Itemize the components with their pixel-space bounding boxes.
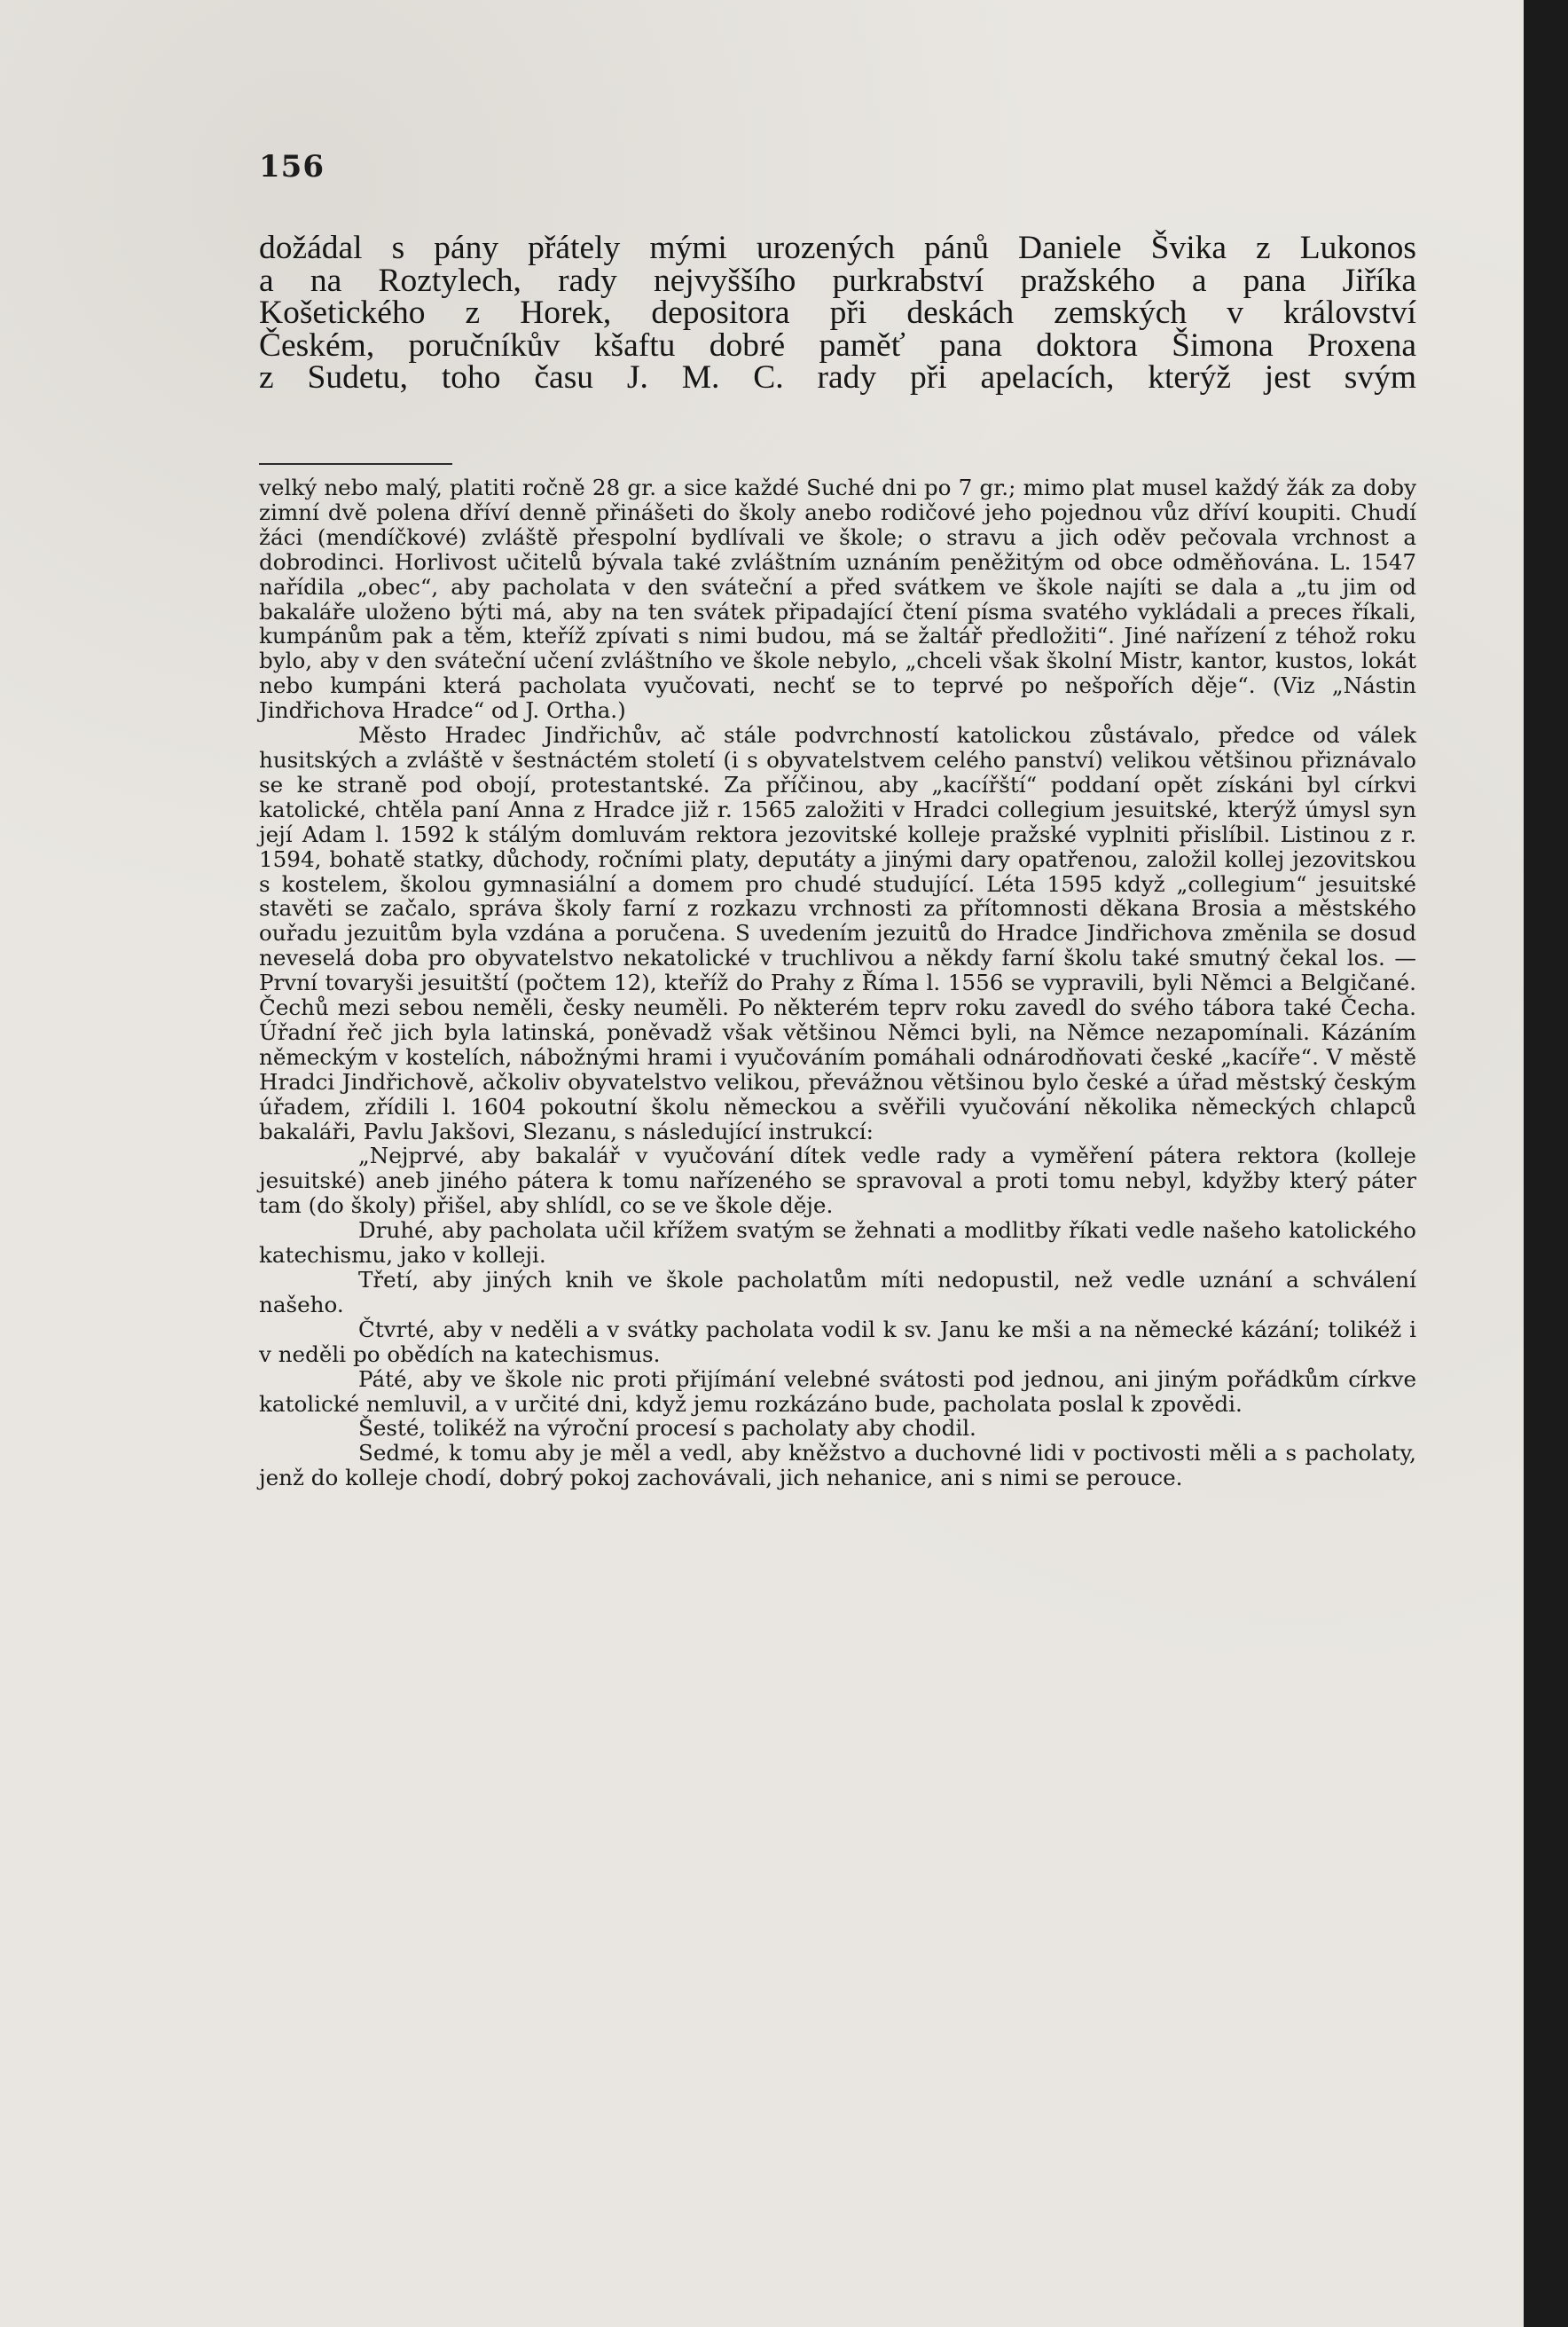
footnote-divider — [259, 463, 452, 465]
instruction-paragraph: Čtvrté, aby v neděli a v svátky pacholata vodil k sv. Janu ke mši a na německé kázání; tolikéž i v neděli po obědích na katechismus. — [259, 1316, 1416, 1367]
main-text-line: z Sudetu, toho času J. M. C. rady při apelacích, kterýž jest svým — [259, 359, 1416, 397]
page-number: 156 — [259, 149, 325, 185]
main-text-line: Košetického z Horek, depositora při deskách zemských v království — [259, 295, 1416, 332]
instruction-paragraph: „Nejprvé, aby bakalář v vyučování dítek vedle rady a vyměření pátera rektora (kolleje jesuitské) aneb jiného pátera k tomu nařízeného se spravoval a proti tomu nebyl, kdyžby který páter tam (do školy) přišel, aby shlídl, co se ve škole děje. — [259, 1143, 1416, 1219]
footnote-paragraph: velký nebo malý, platiti ročně 28 gr. a sice každé Suché dni po 7 gr.; mimo plat musel každý žák za doby zimní dvě polena dříví denně přinášeti do školy anebo rodičové jeho pojednou vůz dříví koupiti. Chudí žáci (mendíčkové) zvláště přespolní bydlívali ve škole; o stravu a jich oděv pečovala vrchnost a dobrodinci. Horlivost učitelů bývala také zvláštním uznáním peněžitým od obce odměňována. L. 1547 nařídila „obec“, aby pacholata v den sváteční a před svátkem ve škole najíti se dala a „tu jim od bakaláře uloženo býti má, aby na ten svátek připadající čtení písma svatého vykládali a preces říkali, kumpánům pak a těm, kteříž zpívati s nimi budou, má se žaltář předložiti“. Jiné nařízení z téhož roku bylo, aby v den sváteční učení zvláštního ve škole nebylo, „chceli však školní Mistr, kantor, kustos, lokát nebo kumpáni která pacholata vyučovati, nechť se to teprvé po nešpořích děje“. (Viz „Nástin Jindřichova Hradce“ od J. Ortha.) — [259, 475, 1416, 724]
instruction-paragraph: Sedmé, k tomu aby je měl a vedl, aby kněžstvo a duchovné lidi v poctivosti měli a s pacholaty, jenž do kolleje chodí, dobrý pokoj zachovávali, jich nehanice, ani s nimi se perouce. — [259, 1440, 1416, 1491]
footnote-paragraph: Město Hradec Jindřichův, ač stále podvrchností katolickou zůstávalo, předce od válek husitských a zvláště v šestnáctém století (i s obyvatelstvem celého panství) velikou většinou přiznávalo se ke straně pod obojí, protestantské. Za příčinou, aby „kacířští“ poddaní opět získáni byl církvi katolické, chtěla paní Anna z Hradce již r. 1565 založiti v Hradci collegium jesuitské, kterýž úmysl syn její Adam l. 1592 k stálým domluvám rektora jezovitské kolleje pražské vyplniti přislíbil. Listinou z r. 1594, bohatě statky, důchody, ročními platy, deputáty a jinými dary opatřenou, založil kollej jezovitskou s kostelem, školou gymnasiální a domem pro chudé studující. Léta 1595 když „collegium“ jesuitské stavěti se začalo, správa školy farní z rozkazu vrchnosti za přítomnosti děkana Brosia a městského ouřadu jezuitům byla vzdána a poručena. S uvedením jezuitů do Hradce Jindřichova změnila se dosud neveselá doba pro obyvatelstvo nekatolické v truchlivou a někdy farní školu také smutný čekal los. — První tovaryši jesuitští (počtem 12), kteříž do Prahy z Říma l. 1556 se vypravili, byli Němci a Belgičané. Čechů mezi sebou neměli, česky neuměli. Po některém teprv roku zavedl do svého tábora také Čecha. Úřadní řeč jich byla latinská, poněvadž však většinou Němci byli, na Němce nezapomínali. Kázáním německým v kostelích, nábožnými hrami i vyučováním pomáhali odnárodňovati české „kacíře“. V městě Hradci Jindřichově, ačkoliv obyvatelstvo velikou, převážnou většinou bylo české a úřad městský českým úřadem, zřídili l. 1604 pokoutní školu německou a svěřili vyučování několika německých chlapců bakaláři, Pavlu Jakšovi, Slezanu, s následující instrukcí: — [259, 722, 1416, 1144]
instruction-paragraph: Páté, aby ve škole nic proti přijímání velebné svátosti pod jednou, ani jiným pořádkům církve katolické nemluvil, a v určité dni, když jemu rozkázáno bude, pacholata poslal k zpovědi. — [259, 1365, 1416, 1417]
main-text-line: Českém, poručníkův kšaftu dobré paměť pana doktora Šimona Proxena — [259, 326, 1416, 364]
main-text-line: a na Roztylech, rady nejvyššího purkrabství pražského a pana Jiříka — [259, 262, 1416, 299]
footnote-block — [259, 476, 1416, 1490]
instruction-paragraph: Druhé, aby pacholata učil křížem svatým se žehnati a modlitby říkati vedle našeho katolického katechismu, jako v kolleji. — [259, 1217, 1416, 1269]
instruction-paragraph: Třetí, aby jiných knih ve škole pacholatům míti nedopustil, než vedle uznání a schválení našeho. — [259, 1267, 1416, 1317]
main-text-line: dožádal s pány přátely mými urozených pánů Daniele Švika z Lukonos — [259, 230, 1416, 266]
instruction-paragraph: Šesté, tolikéž na výroční procesí s pacholaty aby chodil. — [358, 1415, 976, 1442]
main-text-block — [259, 232, 1416, 395]
scan-dark-edge — [1524, 0, 1568, 2327]
